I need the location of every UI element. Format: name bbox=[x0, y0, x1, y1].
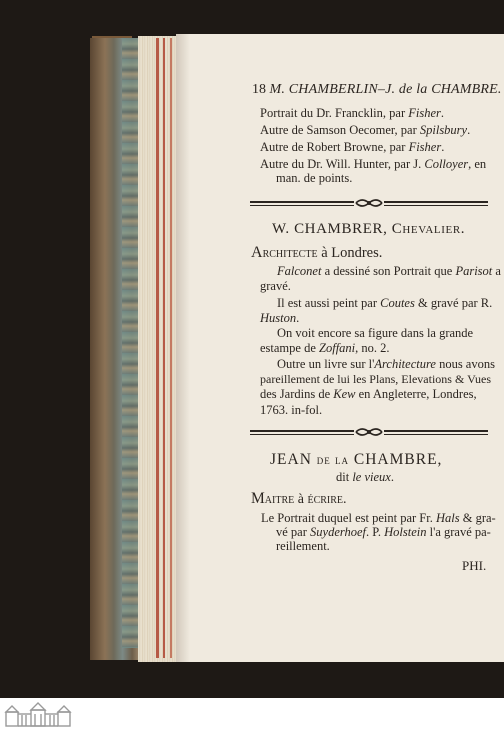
red-page-edge bbox=[156, 38, 159, 658]
entry-line: Autre de Robert Browne, par Fisher. bbox=[260, 140, 445, 154]
profession-line: Architecte à Londres. bbox=[251, 244, 383, 261]
fleuron-ornament bbox=[354, 425, 384, 439]
body-line: Falconet a dessiné son Portrait que Parisot a bbox=[277, 264, 501, 278]
running-head: M. CHAMBERLIN–J. de la CHAMBRE. bbox=[269, 82, 502, 97]
entry-line: Autre de Samson Oecomer, par Spilsbury. bbox=[260, 123, 471, 137]
profession-line: Maitre à écrire. bbox=[251, 490, 347, 507]
viewer-footer-band bbox=[0, 698, 504, 729]
red-page-edge bbox=[163, 38, 165, 658]
section-heading: W. CHAMBRER, Chevalier. bbox=[272, 221, 466, 237]
body-line: gravé. bbox=[260, 279, 291, 293]
body-line: pareillement de lui les Plans, Elevations & Vues bbox=[260, 372, 492, 386]
entry-line: Autre du Dr. Will. Hunter, par J. Colloyer, en bbox=[260, 157, 487, 171]
section-heading: JEAN de la CHAMBRE, bbox=[270, 451, 443, 468]
library-building-logo bbox=[4, 700, 72, 728]
page-number: 18 bbox=[252, 82, 266, 97]
catchword: PHI. bbox=[462, 558, 487, 573]
red-page-edge bbox=[170, 38, 172, 658]
entry-line: man. de points. bbox=[276, 171, 353, 185]
body-line: Outre un livre sur l'Architecture nous avons bbox=[277, 357, 495, 371]
body-line: Huston. bbox=[260, 311, 300, 325]
fleuron-ornament bbox=[354, 196, 384, 210]
epithet-line: dit le vieux. bbox=[336, 470, 394, 484]
body-line: reillement. bbox=[276, 539, 330, 553]
body-line: estampe de Zoffani, no. 2. bbox=[260, 341, 390, 355]
body-line: des Jardins de Kew en Angleterre, Londres, bbox=[260, 387, 477, 401]
body-line: Le Portrait duquel est peint par Fr. Hals & gra- bbox=[261, 511, 496, 525]
body-line: vé par Suyderhoef. P. Holstein l'a gravé pa- bbox=[276, 525, 491, 539]
body-line: On voit encore sa figure dans la grande bbox=[277, 326, 474, 340]
entry-line: Portrait du Dr. Francklin, par Fisher. bbox=[260, 106, 445, 120]
body-line: Il est aussi peint par Coutes & gravé par R. bbox=[277, 296, 493, 310]
body-line: 1763. in-fol. bbox=[260, 403, 323, 417]
running-header bbox=[252, 82, 502, 97]
page-gutter-shadow bbox=[176, 34, 190, 662]
